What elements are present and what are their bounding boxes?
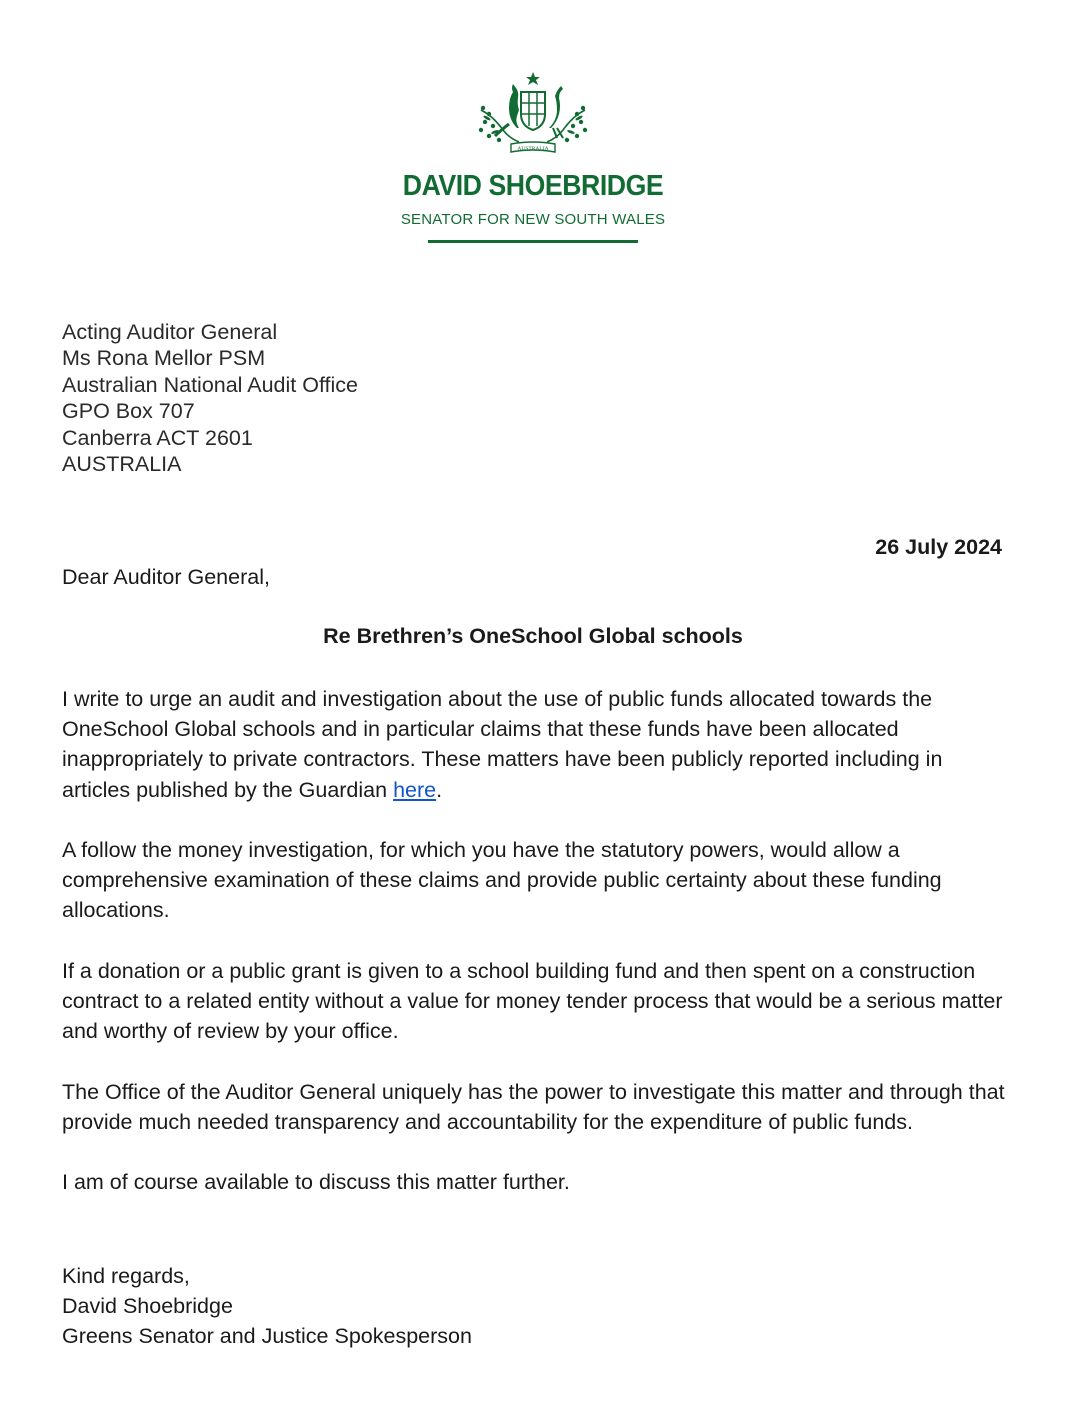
recipient-line: GPO Box 707 — [62, 399, 195, 424]
closing: Kind regards, — [62, 1264, 190, 1288]
recipient-line: Acting Auditor General — [62, 320, 278, 344]
recipient-address — [62, 319, 358, 477]
letter-date: 26 July 2024 — [875, 535, 1002, 559]
recipient-line: Australian National Audit Office — [62, 372, 358, 397]
sender-title: SENATOR FOR NEW SOUTH WALES — [400, 211, 666, 228]
signatory-role: Greens Senator and Justice Spokesperson — [62, 1324, 472, 1348]
letter-body — [62, 684, 1012, 1228]
recipient-line: AUSTRALIA — [62, 452, 182, 477]
signatory-name: David Shoebridge — [62, 1294, 233, 1318]
body-text: I write to urge an audit and investigation about the use of public funds allocated towards the OneSchool Global schools and in particular claims that these funds have been allocated inappropriately to private contractors. These matters have been publicly reported including in articles published by the Guardian — [62, 687, 943, 802]
subject-line: Re Brethren’s OneSchool Global schools — [323, 624, 743, 648]
salutation: Dear Auditor General, — [62, 565, 270, 589]
signoff — [62, 1261, 472, 1351]
body-paragraph: I am of course available to discuss this matter further. — [62, 1170, 570, 1195]
guardian-article-link[interactable]: here — [393, 777, 437, 802]
letterhead-divider — [428, 240, 638, 243]
body-paragraph: A follow the money investigation, for which you have the statutory powers, would allow a comprehensive examination of these claims and provide public certainty about these funding allocations. — [62, 838, 942, 923]
body-text: . — [436, 777, 443, 802]
body-paragraph: If a donation or a public grant is given to a school building fund and then spent on a construction contract to a related entity without a value for money tender process that would be a serious matter and worthy of review by your office. — [62, 958, 1003, 1044]
recipient-line: Canberra ACT 2601 — [62, 425, 253, 450]
letterhead — [0, 70, 1066, 243]
body-paragraph: The Office of the Auditor General uniquely has the power to investigate this matter and through that provide much needed transparency and accountability for the expenditure of public funds. — [62, 1079, 1005, 1134]
coat-of-arms-icon — [473, 70, 593, 160]
crest-motto: AUSTRALIA — [517, 146, 549, 152]
sender-name: DAVID SHOEBRIDGE — [402, 170, 664, 202]
body-paragraph — [62, 684, 1012, 805]
recipient-line: Ms Rona Mellor PSM — [62, 346, 266, 371]
